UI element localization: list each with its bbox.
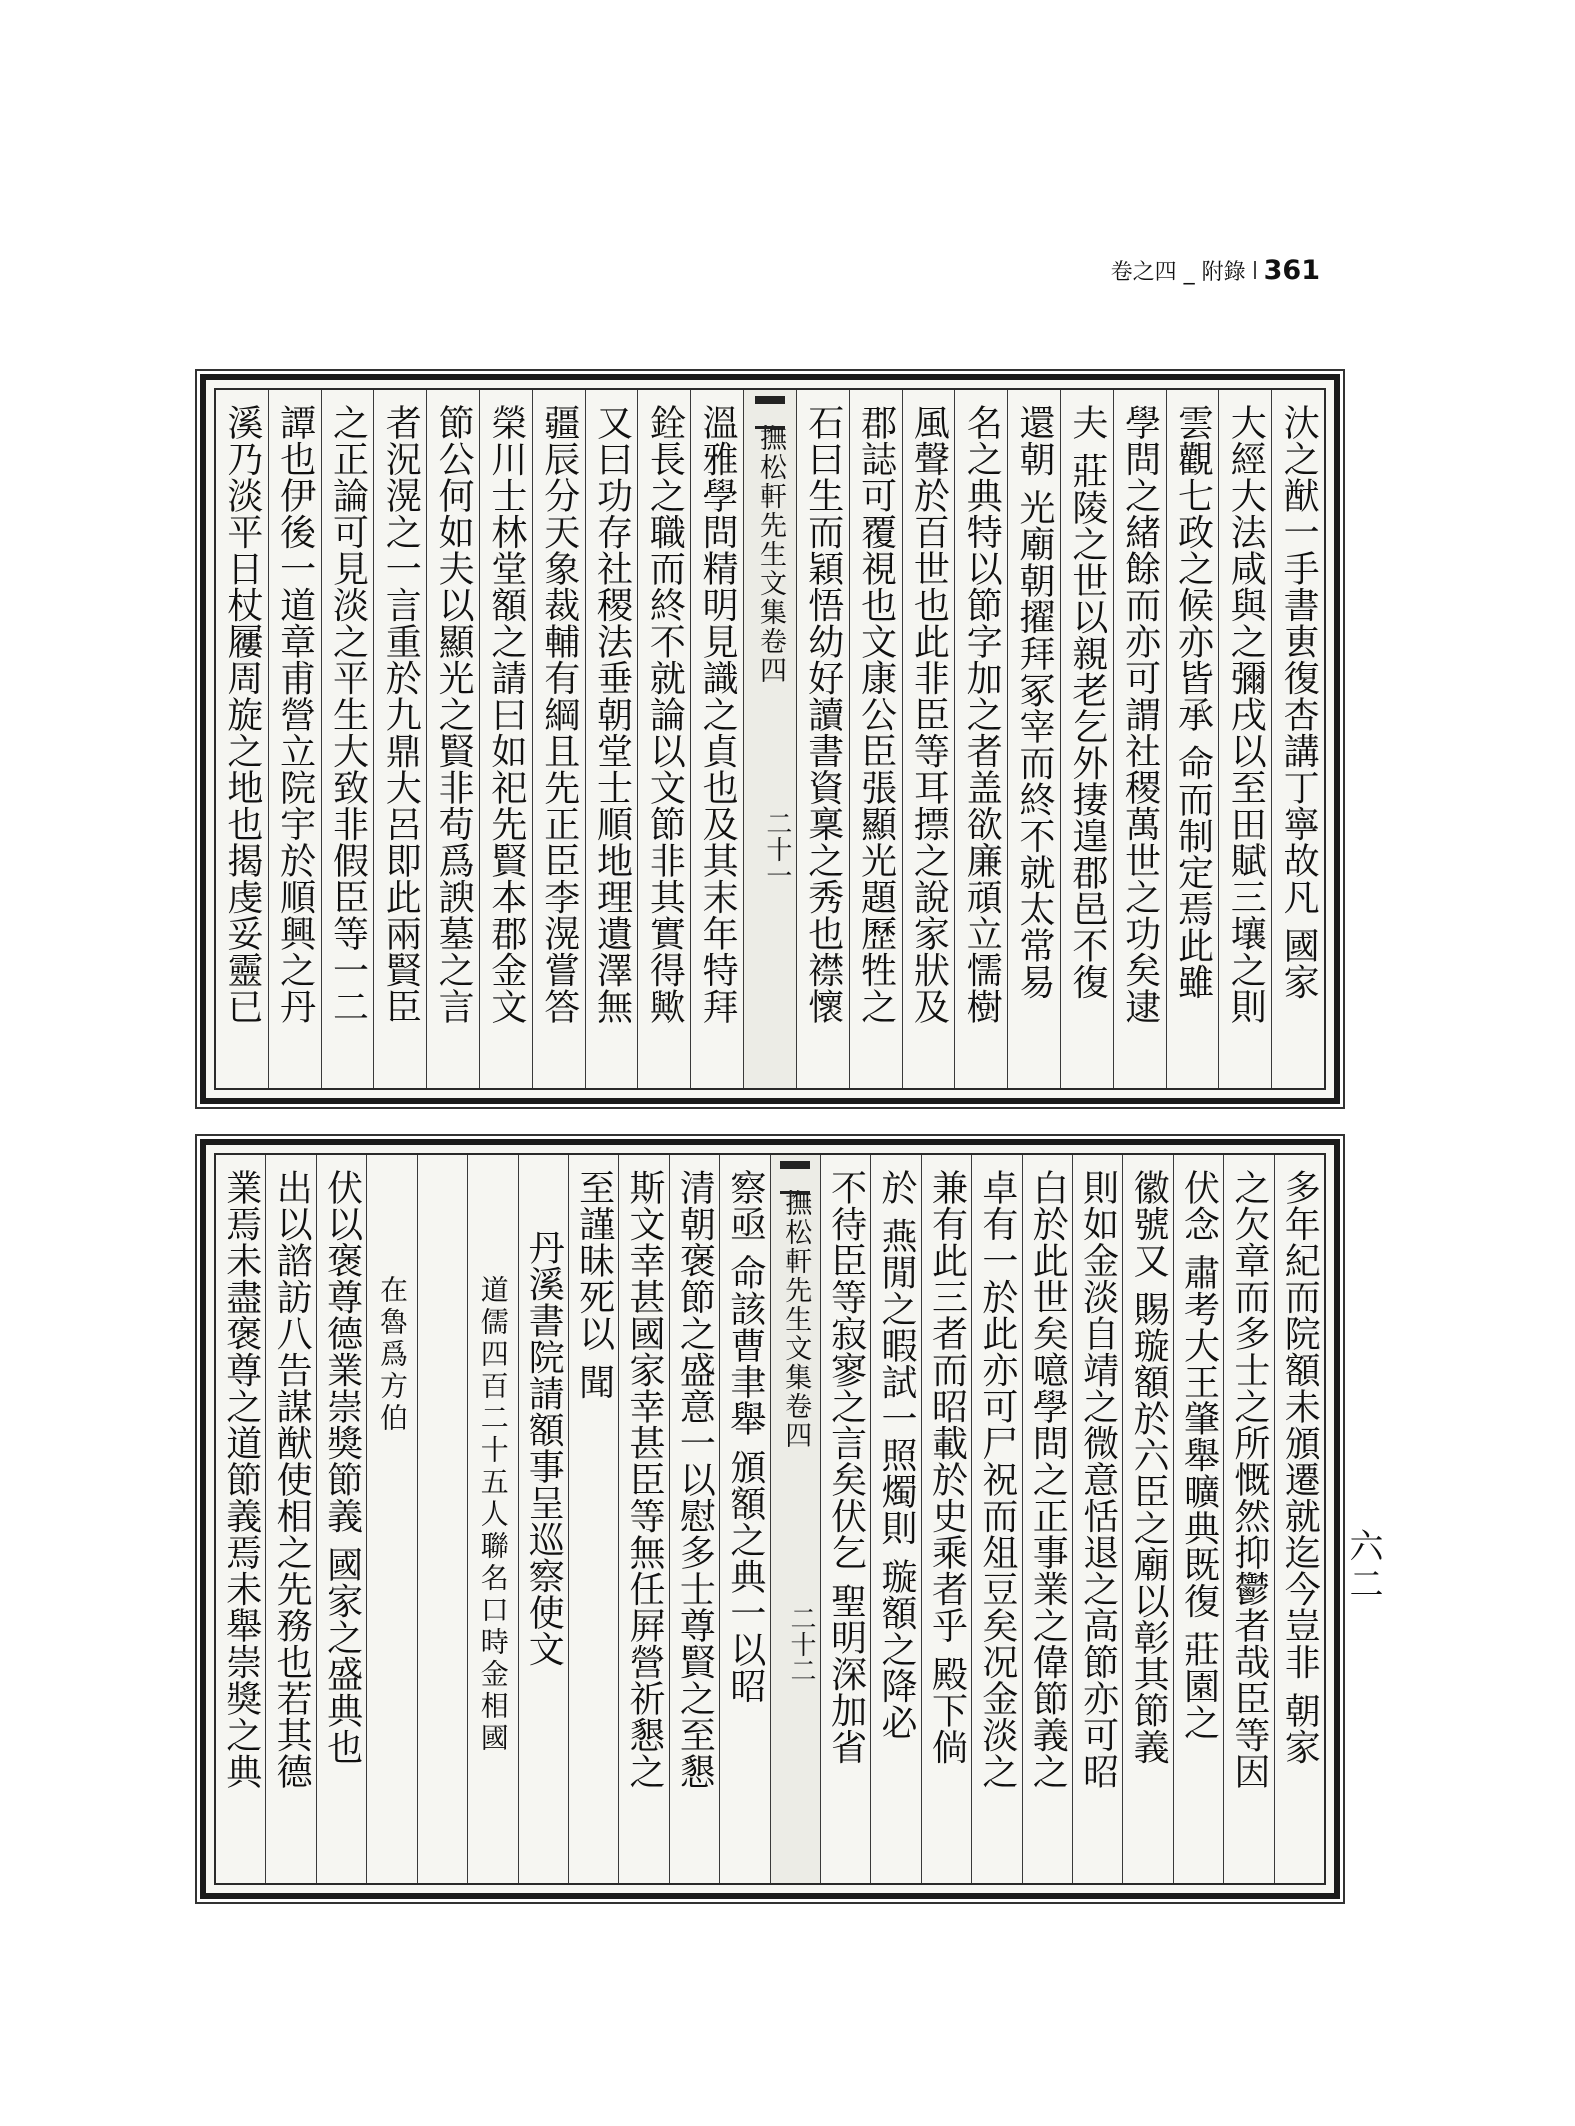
- text-column: [719, 1155, 769, 1883]
- text-column: [902, 390, 955, 1088]
- bottom-text-columns: [216, 1155, 1324, 1883]
- text-column: [265, 1155, 315, 1883]
- text-column: [366, 1155, 416, 1883]
- text-column: [216, 390, 268, 1088]
- header-divider: [1254, 261, 1256, 279]
- text-column: [1218, 390, 1271, 1088]
- text-column: [954, 390, 1007, 1088]
- column-text: 丹溪書院請額事呈巡察使文: [523, 1229, 565, 1667]
- column-text: 風聲於百世也此非臣等耳摽之說家狀及: [908, 404, 950, 1025]
- column-text: 溫雅學問精明見識之貞也及其末年特拜: [697, 404, 739, 1025]
- running-header: [1100, 252, 1320, 288]
- text-column: [618, 1155, 668, 1883]
- column-text: 撫松軒先生文集卷四: [780, 1189, 812, 1450]
- column-text: 伏以褒尊德業崇獎節義 國家之盛典也: [321, 1169, 363, 1765]
- text-column: [820, 1155, 870, 1883]
- text-column: [426, 390, 479, 1088]
- column-text: 清朝褒節之盛意一以慰多士尊賢之至懇: [674, 1169, 716, 1790]
- text-column: [1166, 390, 1219, 1088]
- column-text: 還朝 光廟朝擢拜冢宰而終不就太常易: [1014, 404, 1056, 1000]
- column-text: 在魯爲方伯: [375, 1275, 409, 1435]
- section-title: 卷之四 _ 附錄: [1110, 259, 1246, 285]
- column-text: 疆辰分天象裁輔有綱且先正臣李滉嘗答: [538, 404, 580, 1025]
- column-text: 郡誌可覆視也文康公臣張顯光題歷牲之: [855, 404, 897, 1025]
- text-column: [467, 1155, 517, 1883]
- column-text: 學問之緒餘而亦可謂社稷萬世之功矣逮: [1119, 404, 1161, 1025]
- column-text: 多年紀而院額未頒遷就迄今豈非 朝家: [1279, 1169, 1321, 1765]
- bottom-page-frame: [214, 1153, 1326, 1885]
- text-column: [216, 1155, 265, 1883]
- text-column: [971, 1155, 1021, 1883]
- center-fold-column: [770, 1155, 820, 1883]
- column-text: 伏念 肅考大王肇舉曠典既復 莊園之: [1178, 1169, 1220, 1741]
- column-text: 雲觀七政之候亦皆承 命而制定焉此雖: [1172, 404, 1214, 1000]
- text-column: [268, 390, 321, 1088]
- text-column: [532, 390, 585, 1088]
- text-column: [1122, 1155, 1172, 1883]
- column-text: 榮川士林堂額之請曰如祀先賢本郡金文: [485, 404, 527, 1025]
- text-column: [568, 1155, 618, 1883]
- fish-tail-mark: [755, 396, 785, 429]
- bottom-woodblock-page: [200, 1139, 1340, 1899]
- column-text: 察亟 命該曹聿舉 頒額之典一以昭: [724, 1169, 766, 1704]
- column-text: 節公何如夫以顯光之賢非苟爲諛墓之言: [433, 404, 475, 1025]
- text-column: [417, 1155, 467, 1883]
- column-text: 於 燕閒之暇試一照燭則 璇額之降必: [876, 1169, 918, 1741]
- column-text: 譚也伊後一道章甫營立院宇於順興之丹: [274, 404, 316, 1025]
- text-column: [585, 390, 638, 1088]
- text-column: [373, 390, 426, 1088]
- text-column: [1173, 1155, 1223, 1883]
- column-text: 者況滉之一言重於九鼎大呂即此兩賢臣: [380, 404, 422, 1025]
- text-column: [669, 1155, 719, 1883]
- text-column: [1007, 390, 1060, 1088]
- text-column: [479, 390, 532, 1088]
- text-column: [1271, 390, 1324, 1088]
- text-column: [849, 390, 902, 1088]
- column-text: 夫 莊陵之世以親老乞外捿遑郡邑不復: [1066, 404, 1108, 1000]
- text-column: [690, 390, 743, 1088]
- text-column: [1060, 390, 1113, 1088]
- top-woodblock-page: [200, 374, 1340, 1104]
- column-text: 卓有一於此亦可尸祝而俎豆矣况金淡之: [976, 1169, 1018, 1790]
- column-text: 大經大法咸與之彌戌以至田賦三壤之則: [1225, 404, 1267, 1025]
- column-text: 之正論可見淡之平生大致非假臣等一二: [327, 404, 369, 1025]
- text-column: [1022, 1155, 1072, 1883]
- column-text: 名之典特以節字加之者盖欲廉頑立懦樹: [961, 404, 1003, 1025]
- text-column: [1274, 1155, 1324, 1883]
- text-column: [518, 1155, 568, 1883]
- text-column: [1113, 390, 1166, 1088]
- column-text: 撫松軒先生文集卷四: [754, 424, 786, 685]
- folio-number: 二十一: [761, 810, 792, 888]
- column-text: 石曰生而穎悟幼好讀書資稟之秀也襟懷: [802, 404, 844, 1025]
- column-text: 則如金淡自靖之微意恬退之高節亦可昭: [1077, 1169, 1119, 1790]
- column-text: 徽號又 賜璇額於六臣之廟以彰其節義: [1128, 1169, 1170, 1765]
- column-text: 之欠章而多士之所慨然抑鬱者哉臣等因: [1228, 1169, 1270, 1790]
- text-column: [921, 1155, 971, 1883]
- fish-tail-mark: [780, 1161, 810, 1194]
- top-text-columns: [216, 390, 1324, 1088]
- column-text: 出以諮訪八告謀猷使相之先務也若其德: [271, 1169, 313, 1790]
- text-column: [870, 1155, 920, 1883]
- column-text: 不待臣等寂寥之言矣伏乞 聖明深加省: [825, 1169, 867, 1765]
- column-text: 斯文幸甚國家幸甚臣等無任屛營祈懇之: [624, 1169, 666, 1790]
- column-text: 至謹昧死以 聞: [573, 1169, 615, 1400]
- text-column: [1072, 1155, 1122, 1883]
- text-column: [321, 390, 374, 1088]
- column-text: 白於此世矣噫學問之正事業之偉節義之: [1027, 1169, 1069, 1790]
- text-column: [316, 1155, 366, 1883]
- top-page-frame: [214, 388, 1326, 1090]
- text-column: [796, 390, 849, 1088]
- text-column: [1223, 1155, 1273, 1883]
- column-text: 汏之猷一手書叀復杏講丁寧故凡 國家: [1278, 404, 1320, 1000]
- column-text: 銓長之職而終不就論以文節非其實得歟: [644, 404, 686, 1025]
- column-text: 業焉未盡褒尊之道節義焉未舉崇獎之典: [220, 1169, 262, 1790]
- side-page-label: 六二: [1343, 1528, 1383, 1604]
- center-fold-column: [743, 390, 796, 1088]
- text-column: [637, 390, 690, 1088]
- column-text: 又曰功存社稷法垂朝堂士順地理遺澤無: [591, 404, 633, 1025]
- column-text: 道儒四百二十五人聯名口時金相國: [476, 1275, 510, 1755]
- column-text: 溪乃淡平日杖屨周旋之地也揭虔妥靈已: [221, 404, 263, 1025]
- page-number: 361: [1263, 254, 1320, 286]
- column-text: 兼有此三者而昭載於史乘者乎 殿下倘: [926, 1169, 968, 1765]
- folio-number: 二十二: [785, 1605, 816, 1683]
